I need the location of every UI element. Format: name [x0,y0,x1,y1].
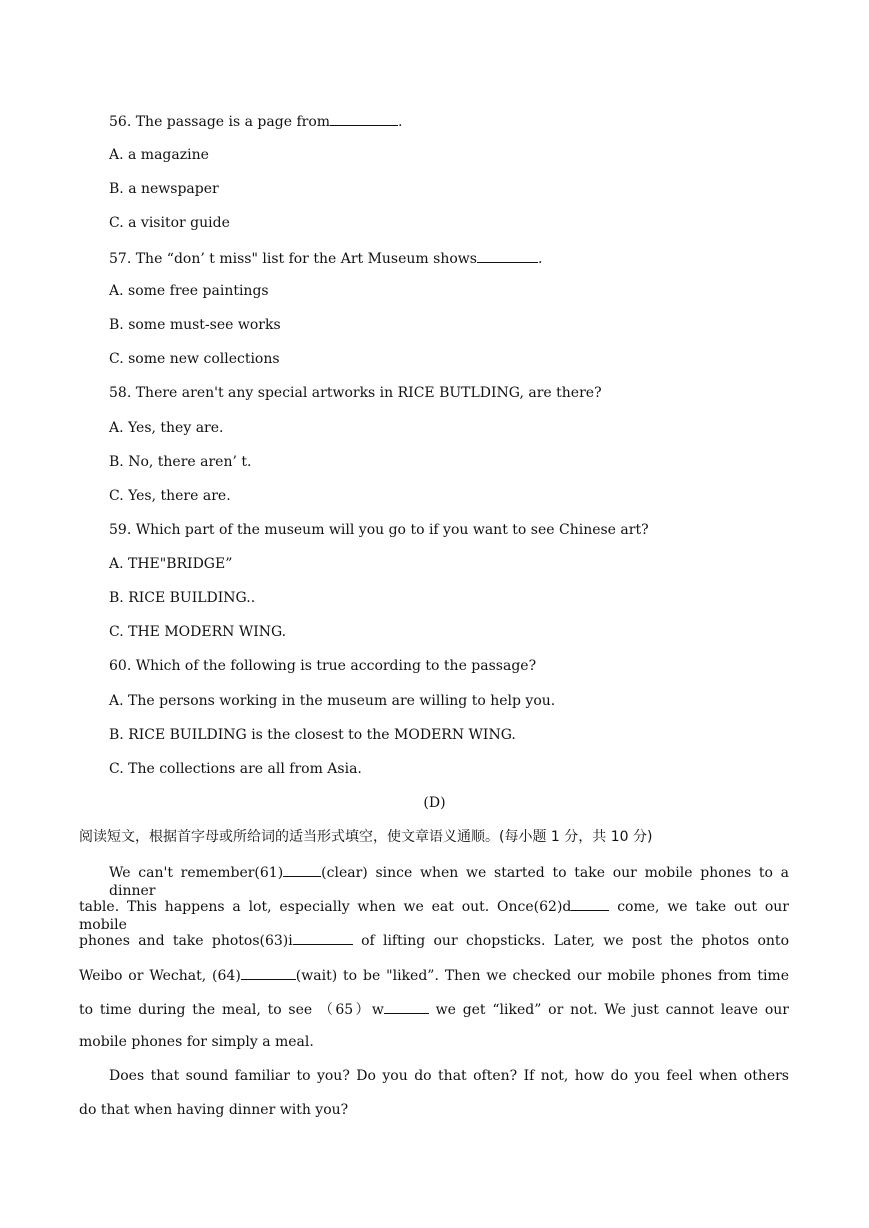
question-60-stem: 60. Which of the following is true according to the passage? [109,658,537,674]
passage-line-5 [79,999,789,1019]
passage-line-3 [79,930,789,950]
section-d-heading: (D) [423,795,446,811]
q56-option-c[interactable]: C. a visitor guide [109,215,230,231]
blank-62[interactable] [571,896,609,911]
passage-text: (clear) since when we started to take our mobile phones to a dinner [109,865,789,899]
q57-stem-text: 57. The “don’ t miss" list for the Art Museum shows [109,251,477,267]
q59-option-c[interactable]: C. THE MODERN WING. [109,624,287,640]
passage-text: to time during the meal, to see （65）w [79,1002,384,1018]
passage-line-1 [109,862,789,900]
q59-option-b[interactable]: B. RICE BUILDING.. [109,590,256,606]
section-d-instruction: 阅读短文，根据首字母或所给词的适当形式填空，使文章语义通顺。(每小题 1 分，共 10 分) [79,829,653,845]
passage-text: of lifting our chopsticks. Later, we post the photos onto [361,933,789,949]
passage-line-6: mobile phones for simply a meal. [79,1034,314,1050]
passage-text: we get “liked” or not. We just cannot leave our [435,1002,789,1018]
q57-option-b[interactable]: B. some must-see works [109,317,281,333]
blank-65[interactable] [384,999,429,1014]
q56-option-b[interactable]: B. a newspaper [109,181,219,197]
passage-line-2 [79,896,789,934]
q56-answer-blank[interactable] [330,111,398,126]
blank-61[interactable] [283,862,321,877]
q60-option-c[interactable]: C. The collections are all from Asia. [109,761,362,777]
passage-p2-line-1: Does that sound familiar to you? Do you do that often? If not, how do you feel when others [109,1068,789,1084]
question-58-stem: 58. There aren't any special artworks in RICE BUTLDING, are there? [109,385,602,401]
blank-63[interactable] [293,930,353,945]
question-59-stem: 59. Which part of the museum will you go to if you want to see Chinese art? [109,522,649,538]
passage-text: Weibo or Wechat, (64) [79,968,241,984]
question-57-stem [109,248,542,268]
question-56-stem [109,111,402,131]
q60-option-b[interactable]: B. RICE BUILDING is the closest to the MODERN WING. [109,727,516,743]
q57-stem-end: . [537,251,543,267]
passage-text: phones and take photos(63)i [79,933,293,949]
blank-64[interactable] [241,965,296,980]
passage-text: come, we take out our mobile [79,899,789,933]
passage-line-4 [79,965,789,985]
q57-answer-blank[interactable] [477,248,538,263]
q56-stem-end: . [398,114,403,130]
q56-option-a[interactable]: A. a magazine [109,147,209,163]
q57-option-c[interactable]: C. some new collections [109,351,280,367]
q58-option-b[interactable]: B. No, there aren’ t. [109,454,252,470]
passage-text: table. This happens a lot, especially when we eat out. Once(62)d [79,899,572,915]
passage-p2-line-2: do that when having dinner with you? [79,1102,349,1118]
q58-option-a[interactable]: A. Yes, they are. [109,420,224,436]
q58-option-c[interactable]: C. Yes, there are. [109,488,231,504]
q59-option-a[interactable]: A. THE"BRIDGE” [109,556,233,572]
passage-text: (wait) to be "liked”. Then we checked our mobile phones from time [295,968,789,984]
q56-stem-text: 56. The passage is a page from [109,114,331,130]
q57-option-a[interactable]: A. some free paintings [109,283,269,299]
q60-option-a[interactable]: A. The persons working in the museum are willing to help you. [109,693,556,709]
passage-text: We can't remember(61) [109,865,284,881]
